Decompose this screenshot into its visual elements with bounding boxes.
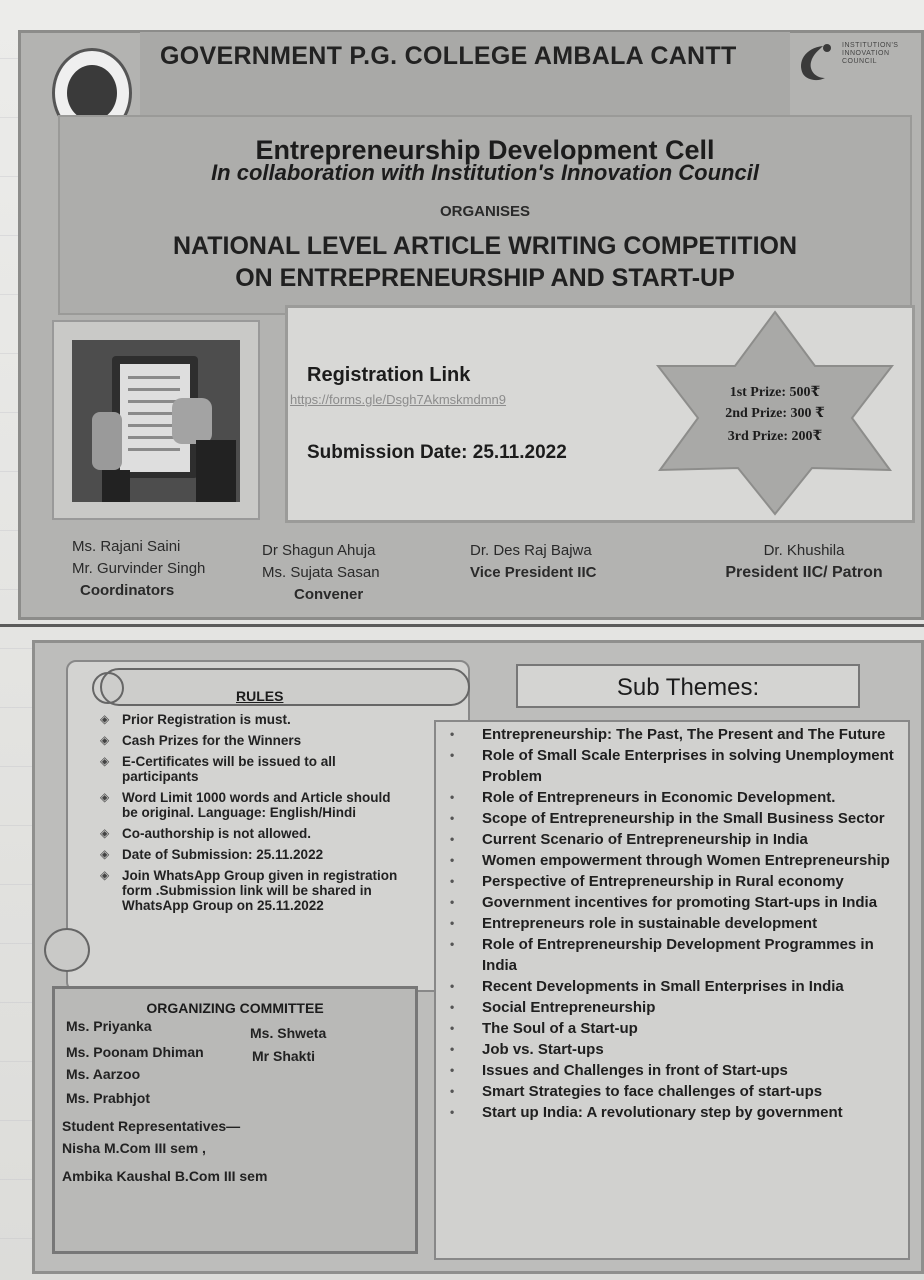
theme-item: • Entrepreneurs role in sustainable development: [450, 913, 900, 934]
registration-link[interactable]: https://forms.gle/Dsgh7Akmskmdmn9: [290, 392, 507, 407]
vice-president-block: [470, 540, 596, 584]
rule-item: ◈ Cash Prizes for the Winners: [98, 733, 398, 748]
right-hand-icon: [172, 398, 212, 444]
prize-third: 3rd Prize: 200₹: [727, 429, 823, 444]
rules-scroll-header: [100, 668, 470, 706]
theme-item: • The Soul of a Start-up: [450, 1018, 900, 1039]
coordinator-name: Mr. Gurvinder Singh: [72, 560, 206, 577]
president-block: [694, 540, 914, 584]
student-representatives-label: Student Representatives—: [62, 1118, 241, 1134]
rule-item: ◈ Word Limit 1000 words and Article should be original. Language: English/Hindi: [98, 790, 398, 820]
convener-name: Ms. Sujata Sasan: [262, 564, 380, 581]
vice-president-role: Vice President IIC: [470, 564, 597, 581]
scroll-curl-icon: [44, 928, 90, 972]
committee-member: Ms. Shweta: [250, 1025, 327, 1041]
president-role: President IIC/ Patron: [725, 564, 883, 581]
cell-name: Entrepreneurship Development Cell: [255, 135, 715, 165]
registration-label: Registration Link: [307, 364, 471, 386]
student-representative: Nisha M.Com III sem ,: [62, 1140, 206, 1156]
iic-logo-icon: [795, 40, 835, 84]
iic-logo-text: INSTITUTION'S INNOVATION COUNCIL: [842, 42, 899, 65]
committee-member: Ms. Prabhjot: [66, 1090, 151, 1106]
coordinators-role: Coordinators: [80, 582, 175, 599]
college-crest-icon: [67, 65, 117, 121]
theme-item: • Start up India: A revolutionary step by government: [450, 1102, 900, 1123]
theme-item: • Recent Developments in Small Enterprises in India: [450, 976, 900, 997]
theme-item: • Role of Entrepreneurship Development Programmes in India: [450, 934, 900, 976]
collaboration-line: In collaboration with Institution's Innovation Council: [211, 160, 759, 185]
rule-item: ◈ Date of Submission: 25.11.2022: [98, 847, 398, 862]
coordinator-name: Ms. Rajani Saini: [72, 538, 181, 555]
coordinators-block: [72, 536, 205, 602]
theme-item: • Issues and Challenges in front of Start-ups: [450, 1060, 900, 1081]
theme-item: • Smart Strategies to face challenges of start-ups: [450, 1081, 900, 1102]
sub-themes-title: Sub Themes:: [616, 674, 760, 701]
theme-item: • Role of Entrepreneurs in Economic Development.: [450, 787, 900, 808]
theme-item: • Entrepreneurship: The Past, The Present and The Future: [450, 724, 900, 745]
rule-item: ◈ Co-authorship is not allowed.: [98, 826, 398, 841]
prize-first: 1st Prize: 500₹: [729, 385, 821, 400]
committee-member: Ms. Aarzoo: [66, 1066, 141, 1082]
organises-label: ORGANISES: [439, 203, 530, 220]
rules-list: [98, 712, 398, 919]
organizing-committee-title: ORGANIZING COMMITTEE: [146, 1000, 324, 1016]
theme-item: • Government incentives for promoting Start-ups in India: [450, 892, 900, 913]
competition-title-line1: NATIONAL LEVEL ARTICLE WRITING COMPETITION: [172, 232, 798, 260]
convener-block: [262, 540, 380, 606]
rule-item: ◈ Prior Registration is must.: [98, 712, 398, 727]
vice-president-name: Dr. Des Raj Bajwa: [470, 542, 592, 559]
rule-item: ◈ Join WhatsApp Group given in registration form .Submission link will be shared in WhatsApp Group on 25.11.2022: [98, 868, 398, 913]
left-hand-icon: [92, 412, 122, 470]
president-name: Dr. Khushila: [763, 542, 845, 559]
theme-item: • Women empowerment through Women Entrepreneurship: [450, 850, 900, 871]
student-representative: Ambika Kaushal B.Com III sem: [62, 1168, 268, 1184]
theme-item: • Scope of Entrepreneurship in the Small Business Sector: [450, 808, 900, 829]
submission-date: Submission Date: 25.11.2022: [307, 442, 567, 463]
theme-item: • Social Entrepreneurship: [450, 997, 900, 1018]
convener-name: Dr Shagun Ahuja: [262, 542, 376, 559]
theme-item: • Perspective of Entrepreneurship in Rural economy: [450, 871, 900, 892]
left-sleeve: [102, 470, 130, 502]
committee-member: Mr Shakti: [252, 1048, 316, 1064]
scroll-curl-icon: [92, 672, 124, 704]
theme-item: • Role of Small Scale Enterprises in solving Unemployment Problem: [450, 745, 900, 787]
committee-member: Ms. Priyanka: [66, 1018, 152, 1034]
competition-title-line2: ON ENTREPRENEURSHIP AND START-UP: [235, 264, 735, 292]
competition-title: [60, 230, 910, 294]
college-name: GOVERNMENT P.G. COLLEGE AMBALA CANTT: [160, 42, 737, 70]
rules-title: RULES: [236, 688, 284, 704]
theme-item: • Job vs. Start-ups: [450, 1039, 900, 1060]
prize-second: 2nd Prize: 300 ₹: [725, 406, 825, 421]
right-sleeve: [196, 440, 236, 502]
committee-member: Ms. Poonam Dhiman: [66, 1044, 204, 1060]
poster-divider: [0, 624, 924, 627]
theme-item: • Current Scenario of Entrepreneurship in India: [450, 829, 900, 850]
convener-role: Convener: [294, 586, 364, 603]
sub-themes-list: [450, 724, 900, 1123]
rule-item: ◈ E-Certificates will be issued to all participants: [98, 754, 398, 784]
